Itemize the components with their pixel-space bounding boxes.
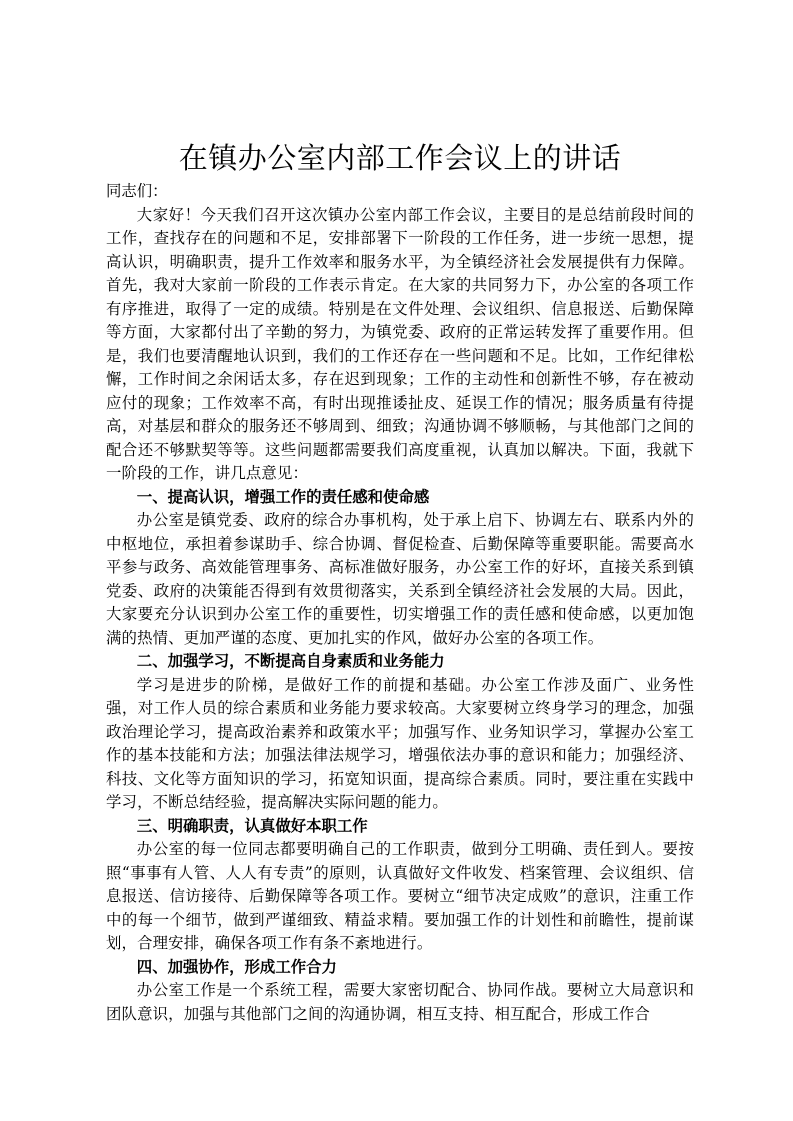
salutation: 同志们： — [106, 182, 168, 200]
section-paragraph-4: 办公室工作是一个系统工程，需要大家密切配合、协同作战。要树立大局意识和团队意识，加强与其他部门之间的沟通协调，相互支持、相互配合，形成工作合 — [106, 981, 694, 1023]
section-paragraph-3: 办公室的每一位同志都要明确自己的工作职责，做到分工明确、责任到人。要按照“事事有人管、人人有专责”的原则，认真做好文件收发、档案管理、会议组织、信息报送、信访接待、后勤保障等各项工作。要树立“细节决定成败”的意识，注重工作中的每一个细节，做到严谨细致、精益求精。要加强工作的计划性和前瞻性，提前谋划，合理安排，确保各项工作有条不紊地进行。 — [106, 840, 694, 952]
section-heading-3: 三、明确职责，认真做好本职工作 — [136, 816, 368, 835]
document-title: 在镇办公室内部工作会议上的讲话 — [178, 141, 622, 175]
document-body — [106, 140, 694, 1026]
section-paragraph-2: 学习是进步的阶梯，是做好工作的前提和基础。办公室工作涉及面广、业务性强，对工作人员的综合素质和业务能力要求较高。大家要树立终身学习的理念，加强政治理论学习，提高政治素养和政策水平；加强写作、业务知识学习，掌握办公室工作的基本技能和方法；加强法律法规学习，增强依法办事的意识和能力；加强经济、科技、文化等方面知识的学习，拓宽知识面，提高综合素质。同时，要注重在实践中学习，不断总结经验，提高解决实际问题的能力。 — [106, 675, 694, 811]
section-heading-2: 二、加强学习，不断提高自身素质和业务能力 — [136, 652, 445, 670]
section-heading-4: 四、加强协作，形成工作合力 — [136, 957, 337, 976]
intro-paragraph: 大家好！今天我们召开这次镇办公室内部工作会议，主要目的是总结前段时间的工作，查找存在的问题和不足，安排部署下一阶段的工作任务，进一步统一思想，提高认识，明确职责，提升工作效率和服务水平，为全镇经济社会发展提供有力保障。首先，我对大家前一阶段的工作表示肯定。在大家的共同努力下，办公室的各项工作有序推进，取得了一定的成绩。特别是在文件处理、会议组织、信息报送、后勤保障等方面，大家都付出了辛勤的努力，为镇党委、政府的正常运转发挥了重要作用。但是，我们也要清醒地认识到，我们的工作还存在一些问题和不足。比如，工作纪律松懈，工作时间之余闲话太多，存在迟到现象；工作的主动性和创新性不够，存在被动应付的现象；工作效率不高，有时出现推诿扯皮、延误工作的情况；服务质量有待提高，对基层和群众的服务还不够周到、细致；沟通协调不够顺畅，与其他部门之间的配合还不够默契等等。这些问题都需要我们高度重视，认真加以解决。下面，我就下一阶段的工作，讲几点意见： — [106, 205, 694, 482]
section-paragraph-1: 办公室是镇党委、政府的综合办事机构，处于承上启下、协调左右、联系内外的中枢地位，承担着参谋助手、综合协调、督促检查、后勤保障等重要职能。需要高水平参与政务、高效能管理事务、高标准做好服务，办公室工作的好坏，直接关系到镇党委、政府的决策能否得到有效贯彻落实，关系到全镇经济社会发展的大局。因此，大家要充分认识到办公室工作的重要性，切实增强工作的责任感和使命感，以更加饱满的热情、更加严谨的态度、更加扎实的作风，做好办公室的各项工作。 — [106, 511, 694, 647]
section-heading-1: 一、提高认识，增强工作的责任感和使命感 — [136, 487, 430, 506]
